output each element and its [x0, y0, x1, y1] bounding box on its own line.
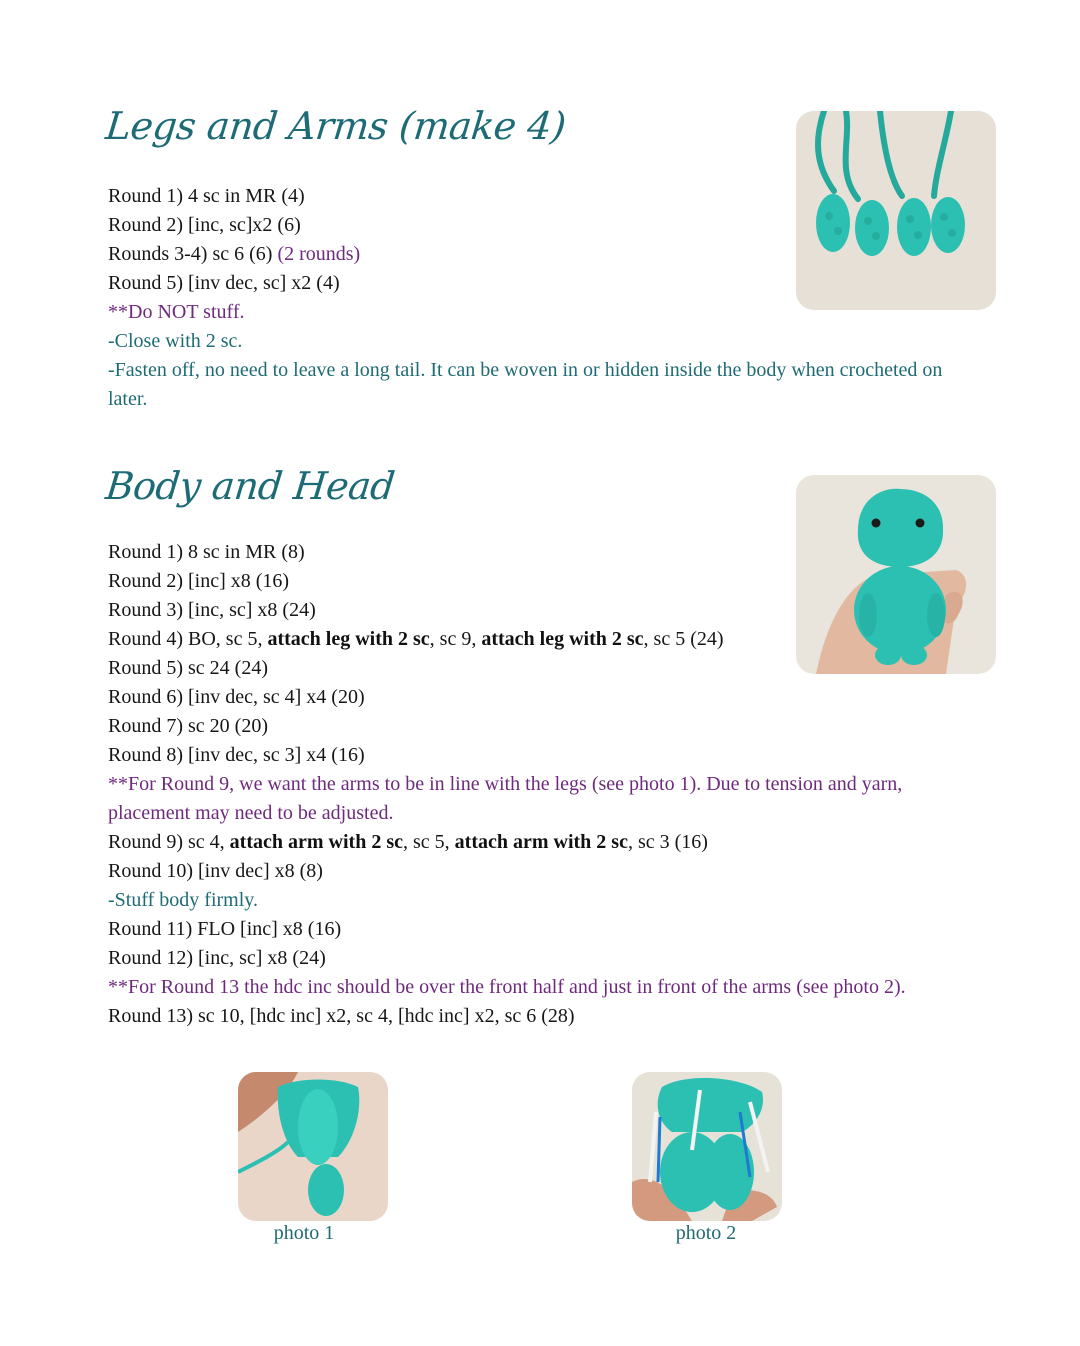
- instruction-line: Round 8) [inv dec, sc 3] x4 (16): [108, 744, 365, 766]
- instruction-line: Round 12) [inc, sc] x8 (24): [108, 947, 326, 969]
- emphasis-attach-leg: attach leg with 2 sc: [481, 628, 644, 650]
- legs-arms-image-icon: [796, 111, 996, 310]
- instruction-text: Round 4) BO, sc 5,: [108, 628, 268, 650]
- note-fasten-off: -Fasten off, no need to leave a long tail. It can be woven in or hidden inside the body when crocheted on later.: [108, 359, 943, 410]
- photo-2: [632, 1072, 782, 1221]
- instruction-text: Rounds 3-4) sc 6 (6): [108, 243, 278, 265]
- instruction-line: Round 6) [inv dec, sc 4] x4 (20): [108, 686, 365, 708]
- instruction-line-round-9: [108, 828, 968, 857]
- photo-legs-arms: [796, 111, 996, 310]
- instruction-line: Round 5) [inv dec, sc] x2 (4): [108, 272, 340, 294]
- emphasis-attach-arm: attach arm with 2 sc: [454, 831, 628, 853]
- instruction-line: Round 10) [inv dec] x8 (8): [108, 860, 323, 882]
- note-round-9: **For Round 9, we want the arms to be in line with the legs (see photo 1). Due to tension and yarn, placement may need to be adjusted.: [108, 773, 903, 824]
- note-round-13: **For Round 13 the hdc inc should be over the front half and just in front of the arms (see photo 2).: [108, 976, 906, 998]
- photo-2-caption: photo 2: [675, 1222, 737, 1244]
- photo-1-caption: photo 1: [273, 1222, 335, 1244]
- instruction-text: , sc 5,: [402, 831, 455, 853]
- instruction-line: Round 13) sc 10, [hdc inc] x2, sc 4, [hdc inc] x2, sc 6 (28): [108, 1005, 575, 1027]
- round-count-note: (2 rounds): [277, 243, 361, 265]
- note-stuff-body: -Stuff body firmly.: [108, 889, 258, 911]
- instruction-text: , sc 5 (24): [643, 628, 724, 650]
- instruction-line: Round 5) sc 24 (24): [108, 657, 268, 679]
- note-do-not-stuff: **Do NOT stuff.: [108, 301, 245, 323]
- instruction-text: Round 9) sc 4,: [108, 831, 230, 853]
- instruction-line: Round 1) 8 sc in MR (8): [108, 541, 305, 563]
- body-head-image-icon: [796, 475, 996, 674]
- instruction-line: Round 7) sc 20 (20): [108, 715, 268, 737]
- photo-1: [238, 1072, 388, 1221]
- emphasis-attach-arm: attach arm with 2 sc: [229, 831, 403, 853]
- instruction-text: , sc 9,: [429, 628, 482, 650]
- instruction-line: Round 11) FLO [inc] x8 (16): [108, 918, 342, 940]
- instruction-line: Round 2) [inc] x8 (16): [108, 570, 290, 592]
- instruction-line: Round 3) [inc, sc] x8 (24): [108, 599, 316, 621]
- note-close: -Close with 2 sc.: [108, 330, 243, 352]
- instruction-line: Round 1) 4 sc in MR (4): [108, 185, 305, 207]
- section-title-body-head: Body and Head: [103, 464, 397, 508]
- emphasis-attach-leg: attach leg with 2 sc: [267, 628, 430, 650]
- photo-1-image-icon: [238, 1072, 388, 1221]
- photo-body-head: [796, 475, 996, 674]
- instruction-text: , sc 3 (16): [627, 831, 708, 853]
- section-title-legs-arms: Legs and Arms (make 4): [103, 104, 568, 148]
- instruction-line: Round 2) [inc, sc]x2 (6): [108, 214, 301, 236]
- photo-2-image-icon: [632, 1072, 782, 1221]
